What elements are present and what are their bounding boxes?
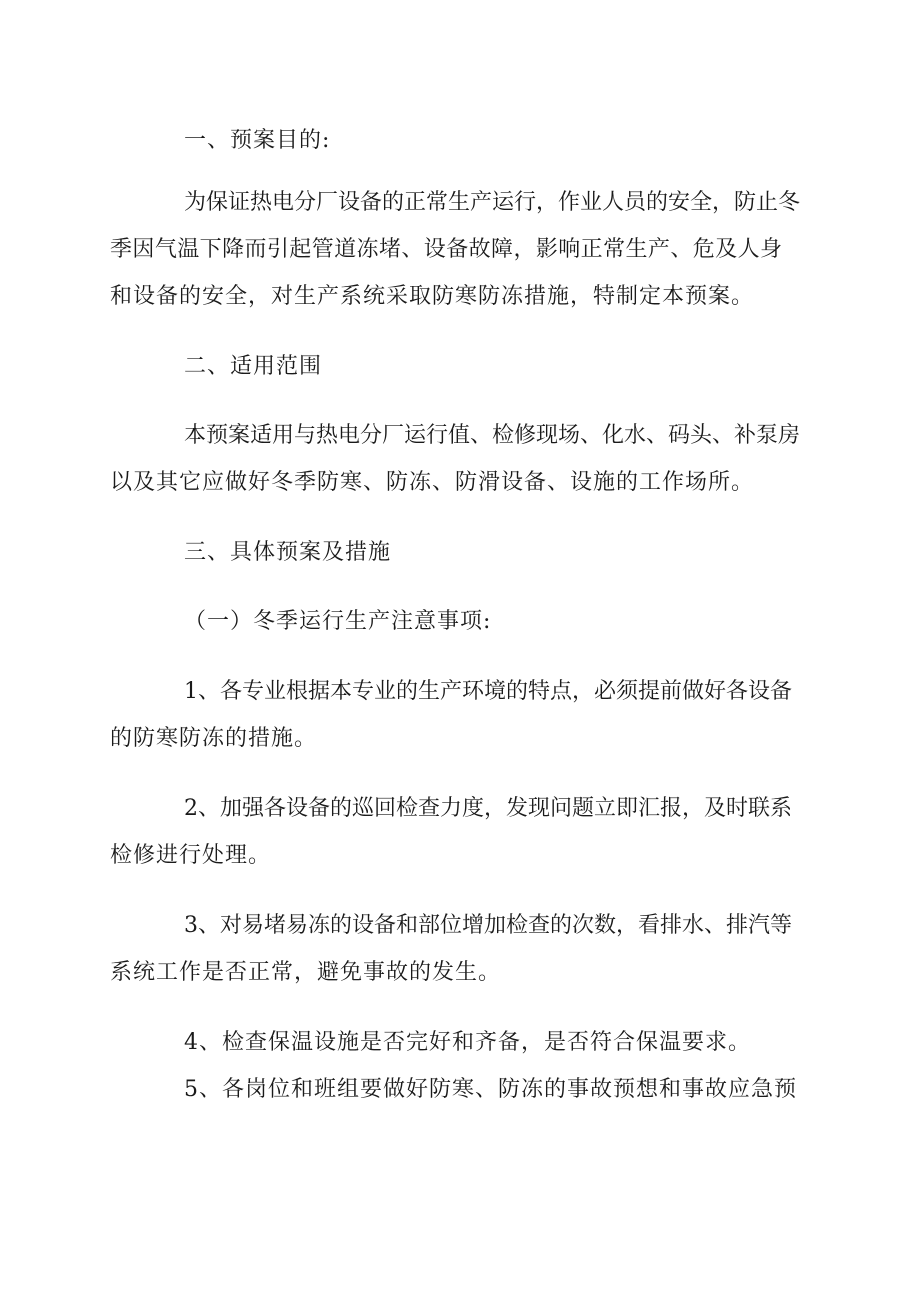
item-3-line-2: 系统工作是否正常，避免事故的发生。: [110, 960, 502, 985]
section-heading-purpose: 一、预案目的:: [184, 128, 331, 153]
subsection-heading-winter-operation: （一）冬季运行生产注意事项:: [184, 609, 492, 634]
item-1-line-2: 的防寒防冻的措施。: [110, 726, 318, 751]
scope-paragraph-line-2: 以及其它应做好冬季防寒、防冻、防滑设备、设施的工作场所。: [110, 470, 755, 495]
purpose-paragraph-line-1: 为保证热电分厂设备的正常生产运行，作业人员的安全，防止冬: [184, 190, 801, 215]
scope-paragraph-line-1: 本预案适用与热电分厂运行值、检修现场、化水、码头、补泵房: [184, 423, 801, 448]
item-5-line-1: 5、各岗位和班组要做好防寒、防冻的事故预想和事故应急预: [184, 1077, 797, 1102]
item-2-line-1: 2、加强各设备的巡回检查力度，发现问题立即汇报，及时联系: [184, 796, 792, 821]
item-4-line-1: 4、检查保温设施是否完好和齐备，是否符合保温要求。: [184, 1030, 751, 1055]
purpose-paragraph-line-3: 和设备的安全，对生产系统采取防寒防冻措施，特制定本预案。: [110, 284, 755, 309]
item-1-line-1: 1、各专业根据本专业的生产环境的特点，必须提前做好各设备: [184, 679, 792, 704]
section-heading-measures: 三、具体预案及措施: [184, 540, 392, 565]
purpose-paragraph-line-2: 季因气温下降而引起管道冻堵、设备故障，影响正常生产、危及人身: [110, 237, 782, 262]
item-3-line-1: 3、对易堵易冻的设备和部位增加检查的次数，看排水、排汽等: [184, 913, 792, 938]
section-heading-scope: 二、适用范围: [184, 354, 323, 379]
item-2-line-2: 检修进行处理。: [110, 843, 272, 868]
